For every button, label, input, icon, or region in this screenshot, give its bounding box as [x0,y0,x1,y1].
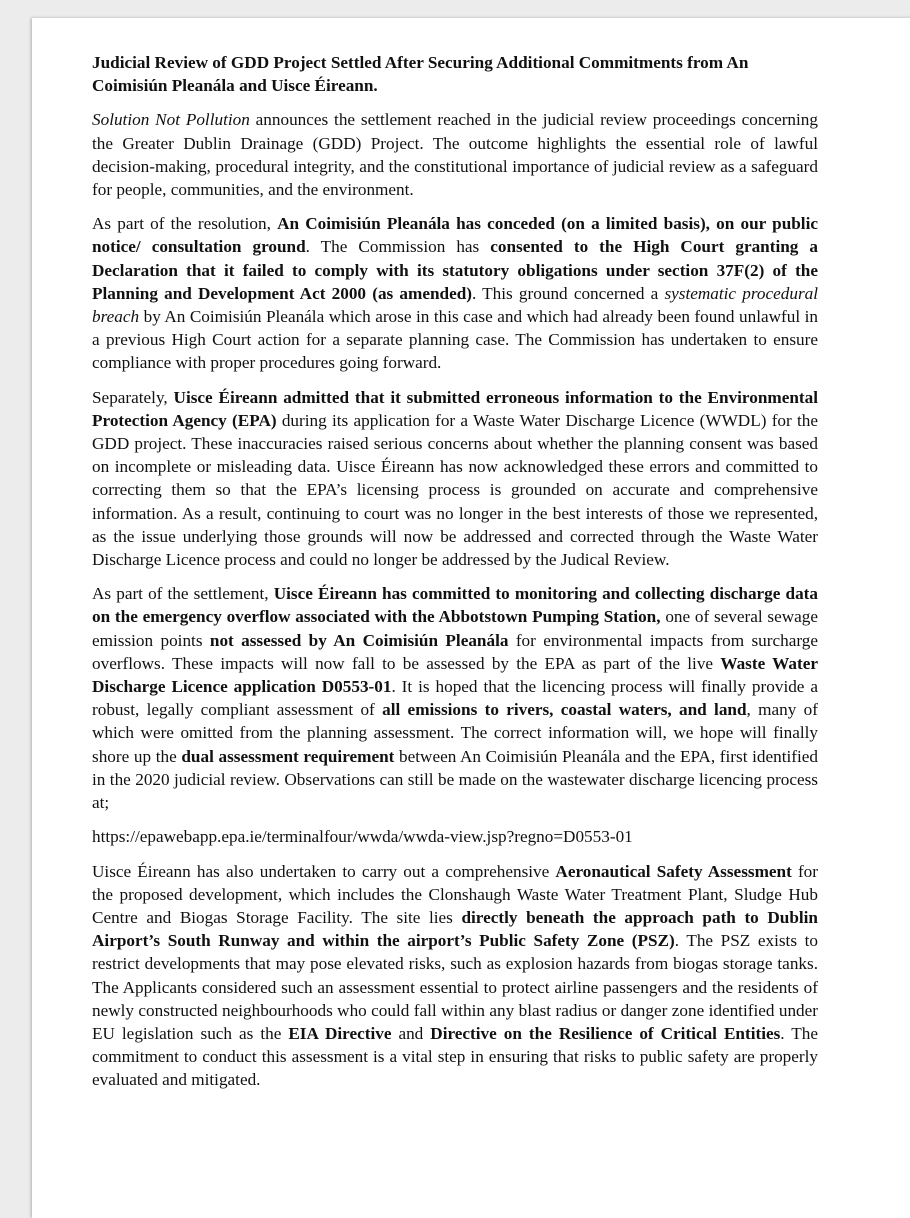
bold-run: Aeronautical Safety Assessment [555,861,792,881]
bold-run: Waste Water Discharge Licence application D0553-01 [92,653,818,697]
body-paragraph [92,386,818,572]
document-page [32,18,910,1218]
bold-run: consented to the High Court granting a Declaration that it failed to comply with its statutory obligations under section 37F(2) of the Planning and Development Act 2000 (as amended) [92,237,818,303]
text-run: . This ground concerned a [472,283,665,303]
bold-run: not assessed by An Coimisiún Pleanála [209,630,509,650]
bold-run: directly beneath the approach path to Dublin Airport’s South Runway and within the airport’s Public Safety Zone (PSZ) [92,907,818,951]
text-run: As part of the settlement, [92,584,274,604]
url-line [92,825,818,848]
text-run: . It is hoped that the licencing process will finally provide a robust, legally compliant assessment of [92,677,818,720]
text-run: As part of the resolution, [92,214,278,234]
text-run: Separately, [92,387,174,407]
body-paragraph [92,582,818,814]
text-run: . The PSZ exists to restrict developments that may pose elevated risks, such as explosion hazards from biogas storage tanks. The Applicants considered such an assessment essential to protect airline passengers and the residents of newly constructed neighbourhoods who could fall within any blast radius or danger zone identified under EU legislation such as the [92,931,818,1043]
text-run: between An Coimisiún Pleanála and the EPA, first identified in the 2020 judicial review. Observations can still be made on the wastewater discharge licencing process at; [92,746,818,813]
bold-run: Directive on the Resilience of Critical Entities [430,1023,781,1043]
italic-run: systematic procedural breach [92,283,819,327]
text-run: for the proposed development, which includes the Clonshaugh Waste Water Treatment Plant, Sludge Hub Centre and Biogas Storage Facility. The site lies [92,861,818,927]
body-paragraph [92,860,818,1092]
text-run: one of several sewage emission points [92,607,818,650]
document-body [92,51,818,1103]
body-paragraph [92,108,818,201]
body-paragraph [92,212,818,374]
text-run: and [391,1023,431,1043]
text-run: https://epawebapp.epa.ie/terminalfour/wwda/wwda-view.jsp?regno=D0553-01 [92,827,633,847]
text-run: . The Commission has [305,237,491,257]
bold-run: Uisce Éireann has committed to monitoring and collecting discharge data on the emergency overflow associated with the Abbotstown Pumping Station, [92,584,819,627]
bold-run: dual assessment requirement [181,746,395,766]
text-run: during its application for a Waste Water Discharge Licence (WWDL) for the GDD project. These inaccuracies raised serious concerns about whether the planning consent was based on incomplete or misleading data. Uisce Éireann has now acknowledged these errors and committed to correcting them so that the EPA’s licensing process is grounded on accurate and comprehensive information. As a result, continuing to court was no longer in the best interests of those we represented, as the issue underlying those grounds will now be addressed and corrected through the Waste Water Discharge Licence process and could no longer be addressed by the Judical Review. [92,410,818,570]
bold-run: EIA Directive [288,1023,392,1043]
italic-run: Solution Not Pollution [92,110,250,130]
document-title: Judicial Review of GDD Project Settled After Securing Additional Commitments from An Coimisiún Pleanála and Uisce Éireann. [92,53,749,96]
bold-run: all emissions to rivers, coastal waters, and land [382,700,747,720]
text-run: for environmental impacts from surcharge overflows. These impacts will now fall to be assessed by the EPA as part of the live [92,630,818,673]
bold-run: Uisce Éireann admitted that it submitted erroneous information to the Environmental Protection Agency (EPA) [92,387,818,430]
text-run: . The commitment to conduct this assessment is a vital step in ensuring that risks to public safety are properly evaluated and mitigated. [92,1023,819,1090]
text-run: by An Coimisiún Pleanála which arose in this case and which had already been found unlawful in a previous High Court action for a separate planning case. The Commission has undertaken to ensure compliance with proper procedures going forward. [92,307,818,373]
bold-run: An Coimisiún Pleanála has conceded (on a limited basis), on our public notice/ consultation ground [92,214,818,257]
text-run: , many of which were omitted from the planning assessment. The correct information will, we hope will finally shore up the [92,700,818,766]
text-run: Uisce Éireann has also undertaken to carry out a comprehensive [92,861,556,881]
text-run: announces the settlement reached in the judicial review proceedings concerning the Greater Dublin Drainage (GDD) Project. The outcome highlights the essential role of lawful decision-making, procedural integrity, and the constitutional importance of judicial review as a safeguard for people, communities, and the environment. [92,110,818,200]
